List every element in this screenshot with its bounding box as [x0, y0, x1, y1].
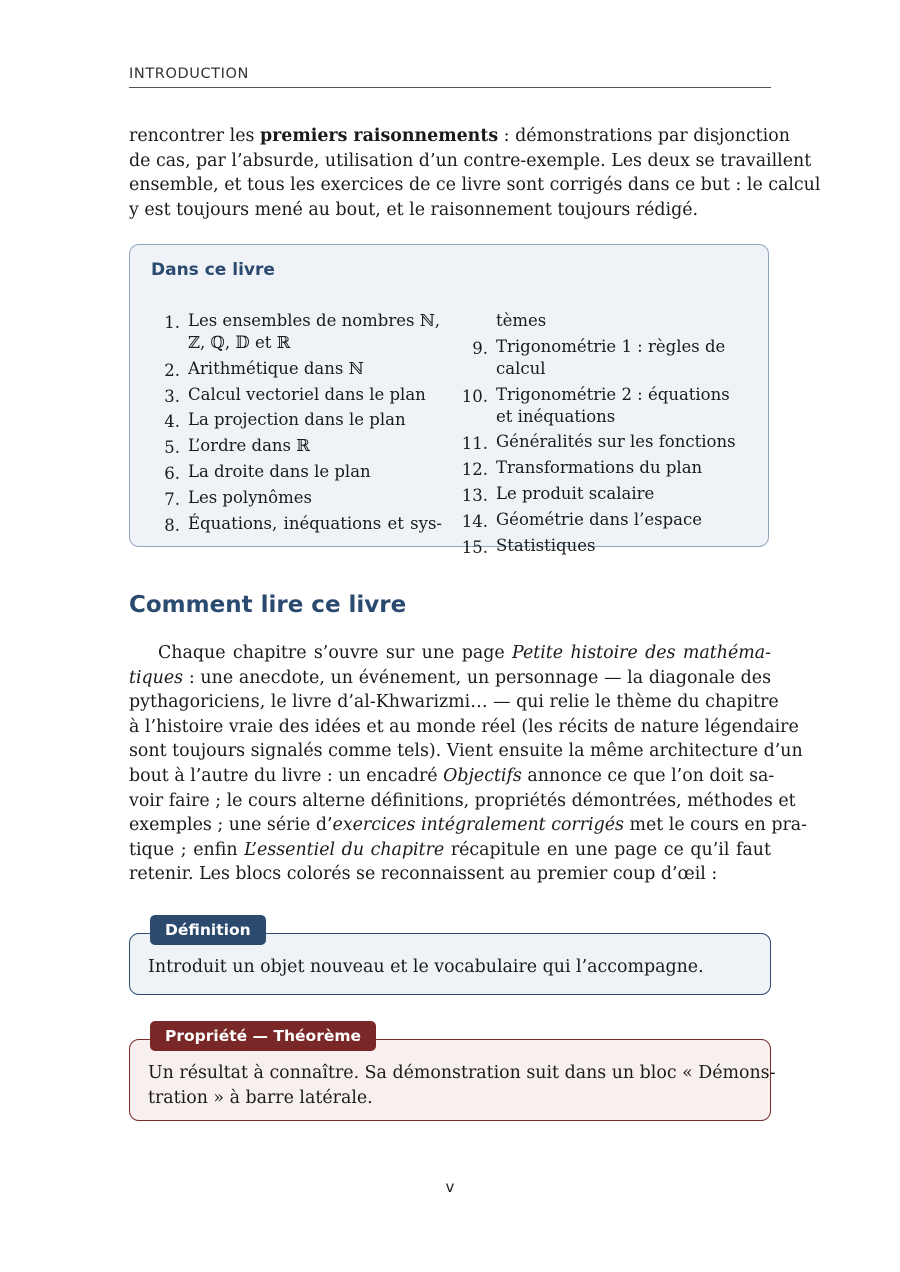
- toc-item-label: Généralités sur les fonctions: [496, 432, 736, 452]
- toc-item: [152, 435, 442, 461]
- italic-text: tiques: [129, 667, 184, 688]
- toc-item-label: Calcul vectoriel dans le plan: [188, 384, 426, 404]
- toc-item-label: Le produit scalaire: [496, 483, 655, 503]
- paragraph-line: retenir. Les blocs colorés se reconnaissent au premier coup d’œil :: [129, 864, 718, 885]
- toc-item: [152, 384, 442, 410]
- toc-item: [152, 487, 442, 513]
- toc-item-label: Les polynômes: [188, 487, 312, 507]
- italic-text: Petite histoire des mathéma-: [512, 643, 771, 663]
- toc-item-label: Statistiques: [496, 535, 596, 555]
- toc-item-number: 9.: [472, 338, 488, 358]
- toc-item-label: Transformations du plan: [496, 458, 703, 478]
- toc-item: [460, 457, 750, 483]
- page-number: v: [445, 1178, 455, 1196]
- property-box: [129, 1027, 776, 1121]
- toc-item: [152, 513, 442, 539]
- toc-item: [460, 509, 750, 535]
- toc-item-label: Les ensembles de nombres ℕ, ℤ, ℚ, 𝔻 et ℝ: [188, 311, 441, 352]
- property-tag: Propriété — Théorème: [150, 1021, 376, 1051]
- running-head: INTRODUCTION: [129, 66, 771, 88]
- toc-item: [152, 310, 442, 358]
- paragraph-line: sont toujours signalés comme tels). Vient ensuite la même architecture d’un: [129, 741, 803, 762]
- toc-item-number: 13.: [461, 485, 488, 505]
- toc-right-column: [460, 310, 750, 560]
- toc-item-number: 6.: [164, 463, 180, 483]
- toc-item: [152, 461, 442, 487]
- toc-item-label: Arithmétique dans ℕ: [188, 358, 364, 378]
- definition-text: Introduit un objet nouveau et le vocabulaire qui l’accompagne.: [148, 957, 704, 977]
- toc-item: [460, 384, 750, 432]
- toc-item: [460, 483, 750, 509]
- toc-item-label: Trigonométrie 1 : règles de calcul: [496, 336, 726, 378]
- bold-text: premiers raisonnements: [259, 126, 499, 146]
- paragraph-line: rencontrer les premiers raisonnements : démonstrations par disjonction: [129, 126, 790, 146]
- toc-item-label: Équations, inéquations et sys-: [188, 513, 442, 533]
- property-text-line: Un résultat à connaître. Sa démonstration suit dans un bloc « Démons-: [148, 1063, 776, 1083]
- paragraph-line: exemples ; une série d’exercices intégralement corrigés met le cours en pra-: [129, 815, 808, 836]
- definition-tag: Définition: [150, 915, 266, 945]
- toc-item-number: 11.: [461, 434, 488, 454]
- paragraph-line: tiques : une anecdote, un événement, un personnage — la diagonale des: [129, 667, 771, 688]
- toc-left-column: [152, 310, 442, 538]
- paragraph-line: Chaque chapitre s’ouvre sur une page Petite histoire des mathéma-: [158, 643, 771, 663]
- toc-item-continuation: tèmes: [496, 311, 547, 330]
- paragraph-line: à l’histoire vraie des idées et au monde réel (les récits de nature légendaire: [129, 716, 799, 737]
- intro-paragraph: [129, 124, 821, 222]
- toc-item-number: 3.: [164, 386, 180, 406]
- toc-item-number: 1.: [164, 313, 180, 332]
- italic-text: exercices intégralement corrigés: [332, 815, 624, 836]
- toc-title: Dans ce livre: [151, 260, 275, 280]
- definition-box: [129, 921, 771, 995]
- toc-item-number: 4.: [164, 412, 180, 432]
- paragraph-line: tique ; enfin L’essentiel du chapitre récapitule en une page ce qu’il faut: [129, 839, 771, 860]
- property-text: [148, 1061, 776, 1110]
- property-text-line: tration » à barre latérale.: [148, 1087, 373, 1108]
- paragraph-line: y est toujours mené au bout, et le raisonnement toujours rédigé.: [129, 199, 699, 220]
- toc-item-number: 7.: [164, 489, 180, 509]
- toc-item-number: 2.: [164, 360, 180, 380]
- toc-item-label: La projection dans le plan: [188, 410, 406, 430]
- paragraph-line: pythagoriciens, le livre d’al-Khwarizmi… — qui relie le thème du chapitre: [129, 692, 779, 713]
- italic-text: L’essentiel du chapitre: [244, 839, 445, 860]
- paragraph-line: bout à l’autre du livre : un encadré Objectifs annonce ce que l’on doit sa-: [129, 765, 775, 786]
- toc-item-number: 5.: [164, 438, 180, 458]
- toc-item: [152, 409, 442, 435]
- italic-text: Objectifs: [443, 765, 522, 786]
- toc-item-number: 10.: [461, 386, 488, 406]
- toc-item-number: 12.: [461, 460, 488, 480]
- toc-item-number: 15.: [461, 537, 488, 557]
- paragraph-line: de cas, par l’absurde, utilisation d’un contre-exemple. Les deux se travaillent: [129, 150, 812, 171]
- paragraph-line: voir faire ; le cours alterne définitions, propriétés démontrées, méthodes et: [129, 790, 796, 811]
- toc-item: [460, 431, 750, 457]
- toc-item: [152, 358, 442, 384]
- section-title: Comment lire ce livre: [129, 592, 407, 618]
- toc-item-label: Géométrie dans l’espace: [496, 509, 702, 529]
- toc-item: [460, 535, 750, 561]
- toc-item-number: 14.: [461, 511, 488, 531]
- toc-item-label: La droite dans le plan: [188, 461, 371, 481]
- toc-item: [460, 336, 750, 384]
- toc-item-label: Trigonométrie 2 : équations et inéquations: [496, 384, 730, 426]
- body-paragraph: [129, 641, 808, 887]
- toc-item-label: L’ordre dans ℝ: [188, 436, 310, 456]
- toc-item-number: 8.: [164, 515, 180, 535]
- toc-box: [129, 244, 769, 557]
- paragraph-line: ensemble, et tous les exercices de ce livre sont corrigés dans ce but : le calcul: [129, 175, 821, 196]
